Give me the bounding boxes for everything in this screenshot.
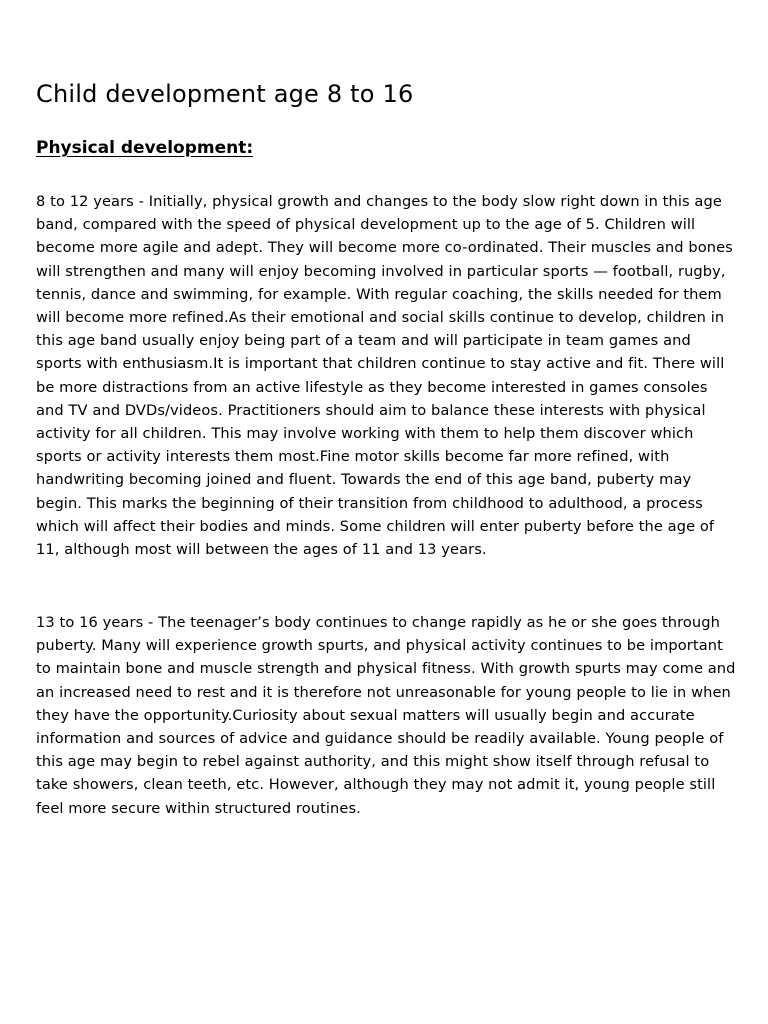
document-title: Child development age 8 to 16 (36, 80, 414, 108)
paragraph-8-to-12-years: 8 to 12 years - Initially, physical growth and changes to the body slow right down in this age band, compared with the speed of physical development up to the age of 5. Children will become more agile and adept. They will become more co-ordinated. Their muscles and bones will strengthen and many will enjoy becoming involved in particular sports — football, rugby, tennis, dance and swimming, for example. With regular coaching, the skills needed for them will become more refined.As their emotional and social skills continue to develop, children in this age band usually enjoy being part of a team and will participate in team games and sports with enthusiasm.It is important that children continue to stay active and fit. There will be more distractions from an active lifestyle as they become interested in games consoles and TV and DVDs/videos. Practitioners should aim to balance these interests with physical activity for all children. This may involve working with them to help them discover which sports or activity interests them most.Fine motor skills become far more refined, with handwriting becoming joined and fluent. Towards the end of this age band, puberty may begin. This marks the beginning of their transition from childhood to adulthood, a process which will affect their bodies and minds. Some children will enter puberty before the age of 11, although most will between the ages of 11 and 13 years. (36, 193, 733, 559)
paragraph-13-to-16-years: 13 to 16 years - The teenager’s body continues to change rapidly as he or she goes through puberty. Many will experience growth spurts, and physical activity continues to be important to maintain bone and muscle strength and physical fitness. With growth spurts may come and an increased need to rest and it is therefore not unreasonable for young people to lie in when they have the opportunity.Curiosity about sexual matters will usually begin and accurate information and sources of advice and guidance should be readily available. Young people of this age may begin to rebel against authority, and this might show itself through refusal to take showers, clean teeth, etc. However, although they may not admit it, young people still feel more secure within structured routines. (36, 614, 736, 817)
section-heading-physical-development: Physical development: (36, 138, 254, 158)
